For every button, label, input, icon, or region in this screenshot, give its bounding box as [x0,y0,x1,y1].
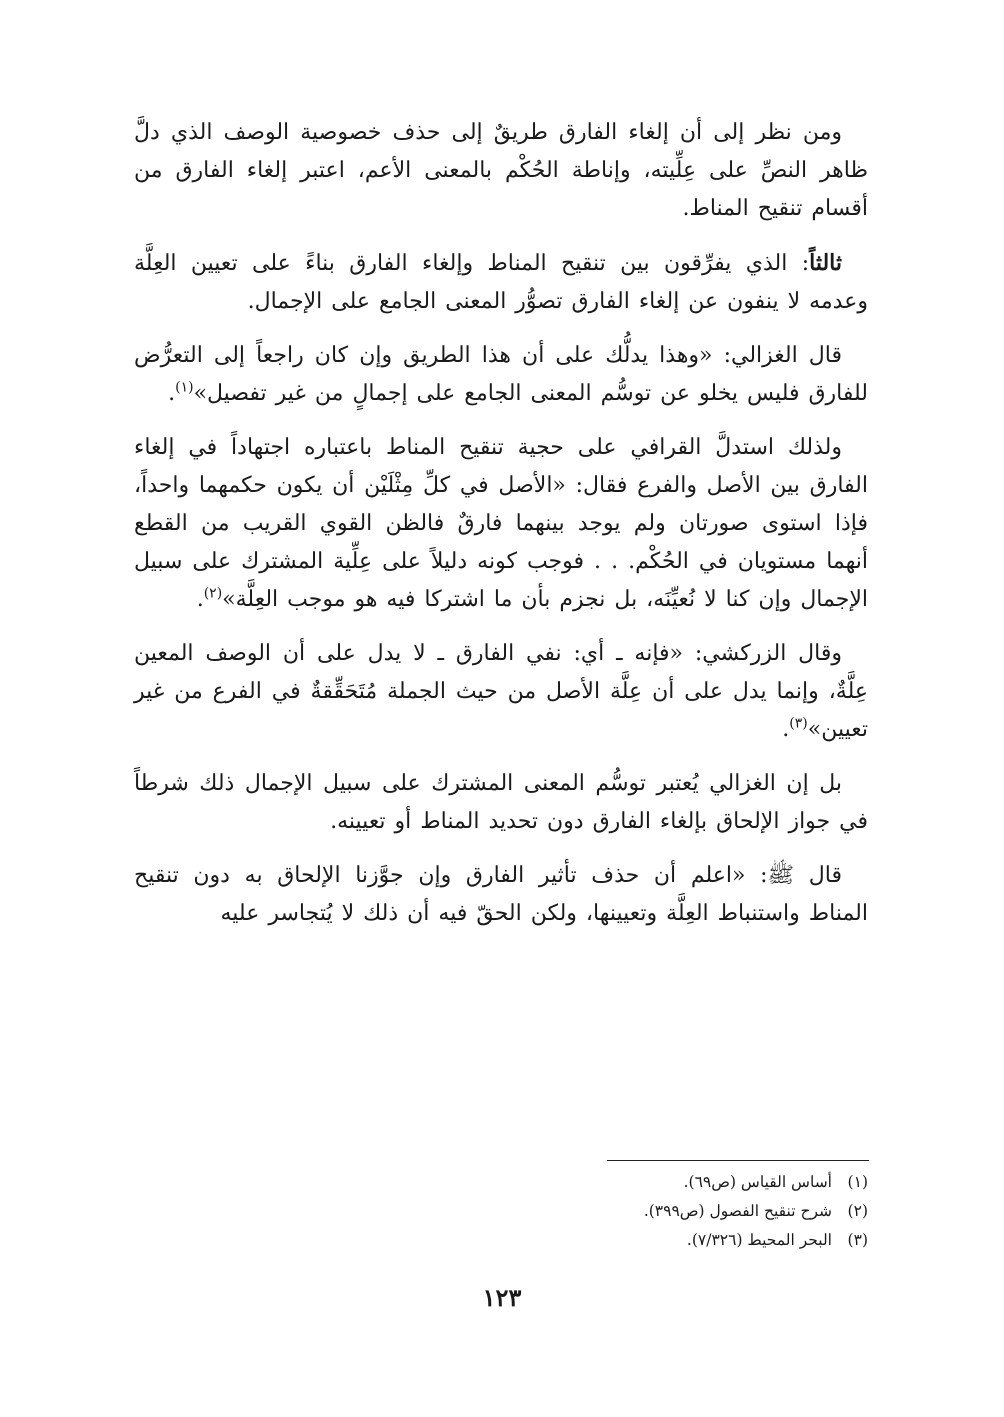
footnote-2-number: (٢) [847,1202,868,1220]
footnote-3-number: (٣) [847,1231,868,1249]
paragraph-7-text: قال ﷺ: «اعلم أن حذف تأثير الفارق وإن جوَّزنا الإلحاق به دون تنقيح المناط واستنباط العِلَّة وتعيينها، ولكن الحقّ فيه أن ذلك لا يُتجاسر عليه [134,863,868,926]
paragraph-5 [134,635,868,749]
paragraph-3-tail: . [168,381,176,406]
paragraph-2-lead: ثالثاً [809,250,842,276]
footnote-ref-1[interactable]: (١) [175,379,194,396]
paragraph-4 [134,429,868,619]
paragraph-1-text: ومن نظر إلى أن إلغاء الفارق طريقٌ إلى حذف خصوصية الوصف الذي دلَّ ظاهر النصِّ على عِلِّيته، وإناطة الحُكْم بالمعنى الأعم، اعتبر إلغاء الفارق من أقسام تنقيح المناط. [134,120,868,221]
footnote-ref-3[interactable]: (٣) [789,715,808,732]
paragraph-3-text: قال الغزالي: «وهذا يدلُّك على أن هذا الطريق وإن كان راجعاً إلى التعرُّض للفارق فليس يخلو عن توسُّم المعنى الجامع على إجمالٍ من غير تفصيل» [134,343,868,406]
footnote-3 [134,1226,868,1255]
footnote-1 [134,1168,868,1197]
paragraph-6 [134,765,868,841]
paragraph-3 [134,337,868,413]
page-number: ١٢٣ [482,1283,522,1312]
footnote-3-text: البحر المحيط (٧/٣٢٦). [686,1231,832,1249]
paragraph-5-text: وقال الزركشي: «فإنه ـ أي: نفي الفارق ـ لا يدل على أن الوصف المعين عِلَّةٌ، وإنما يدل على أن عِلَّة الأصل من حيث الجملة مُتَحَقِّقةٌ في الفرع من غير تعيين» [134,641,868,742]
footnote-2-text: شرح تنقيح الفصول (ص٣٩٩). [643,1202,832,1220]
paragraph-5-tail: . [782,717,790,742]
footnote-ref-2[interactable]: (٢) [203,585,223,602]
footnote-2 [134,1197,868,1226]
body-text [134,114,868,949]
paragraph-6-text: بل إن الغزالي يُعتبر توسُّم المعنى المشترك على سبيل الإجمال ذلك شرطاً في جواز الإلحاق بإلغاء الفارق دون تحديد المناط أو تعيينه. [134,771,868,834]
footnote-1-number: (١) [847,1173,868,1191]
footnotes [134,1168,868,1255]
footnote-1-text: أساس القياس (ص٦٩). [683,1173,832,1191]
paragraph-7 [134,857,868,933]
footnote-divider [607,1160,869,1161]
paragraph-4-tail: . [196,587,204,612]
paragraph-2 [134,244,868,321]
paragraph-2-text: : الذي يفرِّقون بين تنقيح المناط وإلغاء الفارق بناءً على تعيين العِلَّة وعدمه لا ينفون عن إلغاء الفارق تصوُّر المعنى الجامع على الإجمال. [134,251,868,314]
paragraph-4-text: ولذلك استدلَّ القرافي على حجية تنقيح المناط باعتباره اجتهاداً في إلغاء الفارق بين الأصل والفرع فقال: «الأصل في كلِّ مِثْلَيْن أن يكون حكمهما واحداً، فإذا استوى صورتان ولم يوجد بينهما فارقٌ فالظن القوي القريب من القطع أنهما مستويان في الحُكْم. . . فوجب كونه دليلاً على عِلِّية المشترك على سبيل الإجمال وإن كنا لا نُعيِّنَه، بل نجزم بأن ما اشتركا فيه هو موجب العِلَّة» [134,435,868,612]
paragraph-1 [134,114,868,228]
